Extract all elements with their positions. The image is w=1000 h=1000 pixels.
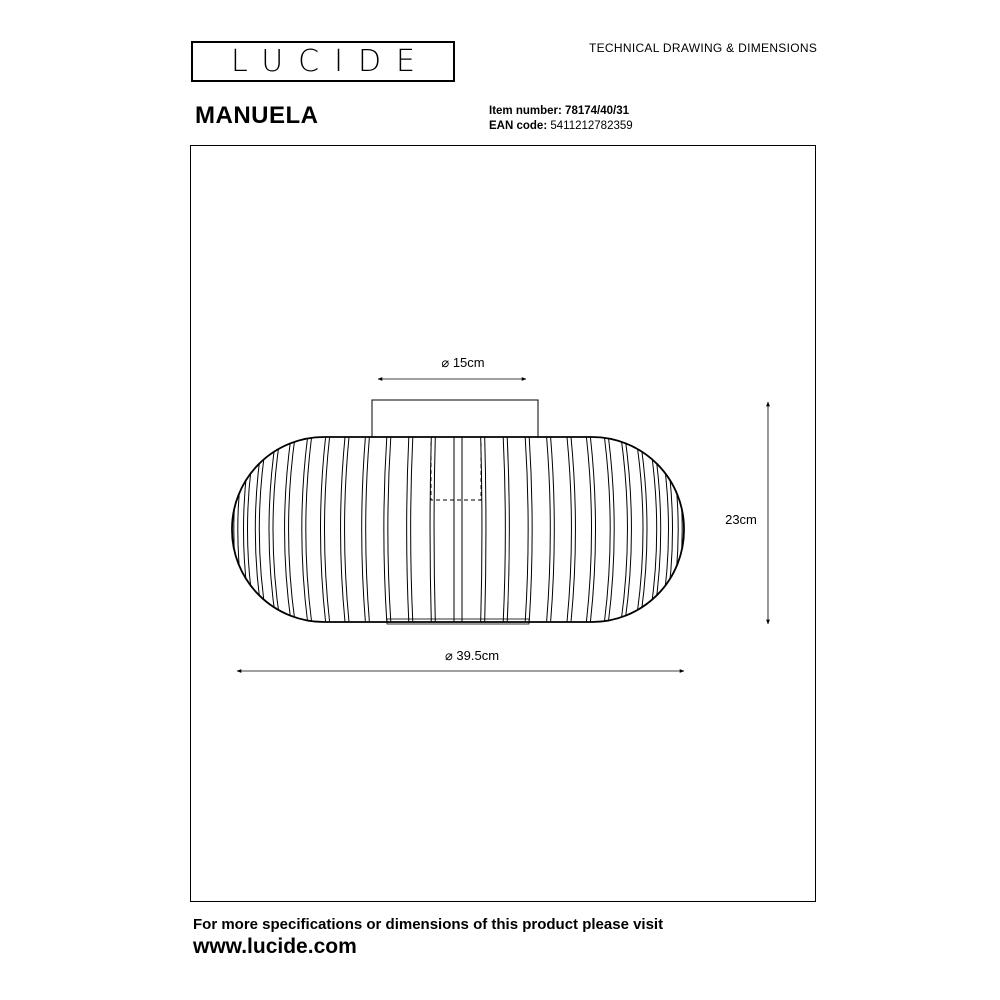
hidden-socket (431, 442, 481, 500)
shade-ribs (218, 437, 699, 622)
shade-rib (485, 437, 486, 622)
shade-rib (669, 437, 678, 622)
shade-rib (238, 437, 247, 622)
ean-value: 5411212782359 (550, 120, 633, 132)
shade-rib (325, 437, 330, 622)
shade-rib (608, 437, 614, 622)
document-type: TECHNICAL DRAWING & DIMENSIONS (589, 41, 818, 55)
shade-rib (503, 437, 505, 622)
shade-rib (434, 437, 435, 622)
shade-rib (221, 437, 231, 622)
shade-rib (259, 437, 267, 622)
shade-rib (302, 437, 308, 622)
shade-rib (567, 437, 571, 622)
shade-rib (289, 437, 295, 622)
lamp-shade-outline (232, 437, 684, 622)
shade-rib (411, 437, 413, 622)
item-number-value: 78174/40/31 (565, 105, 629, 117)
shade-rib (306, 437, 312, 622)
shade-rib (529, 437, 532, 622)
ceiling-canopy (372, 400, 538, 437)
shade-rib (273, 437, 280, 622)
shade-rib (649, 437, 657, 622)
shade-rib (604, 437, 610, 622)
website-link[interactable]: www.lucide.com (193, 935, 357, 958)
shade-rib (285, 437, 291, 622)
shade-rib (636, 437, 643, 622)
shade-rib (525, 437, 528, 622)
shade-rib (384, 437, 387, 622)
shade-rib (684, 437, 695, 622)
shade-rib (547, 437, 551, 622)
shade-rib (688, 437, 699, 622)
shade-rib (222, 437, 233, 622)
footer-info: For more specifications or dimensions of this product please visit (193, 916, 664, 933)
product-name: MANUELA (195, 102, 319, 129)
brand-logo-text: LUCIDE (230, 43, 431, 79)
shade-rib (366, 437, 370, 622)
item-number-label: Item number: (489, 105, 562, 117)
shade-rib (388, 437, 391, 622)
shade-rib (660, 437, 668, 622)
dim-label-top-diameter: ⌀ 15cm (441, 355, 485, 370)
shade-rib (625, 437, 631, 622)
shade-rib (586, 437, 591, 622)
shade-rib (345, 437, 349, 622)
shade-rib (407, 437, 409, 622)
shade-rib (248, 437, 256, 622)
shade-rib (362, 437, 366, 622)
shade-rib (551, 437, 555, 622)
shade-rib (218, 437, 229, 622)
ean-label: EAN code: (489, 120, 548, 132)
dim-label-bottom-diameter: ⌀ 39.5cm (444, 648, 500, 663)
shade-rib (507, 437, 509, 622)
dim-label-height: 23cm (725, 512, 757, 527)
shade-rib (685, 437, 695, 622)
shade-rib (621, 437, 627, 622)
